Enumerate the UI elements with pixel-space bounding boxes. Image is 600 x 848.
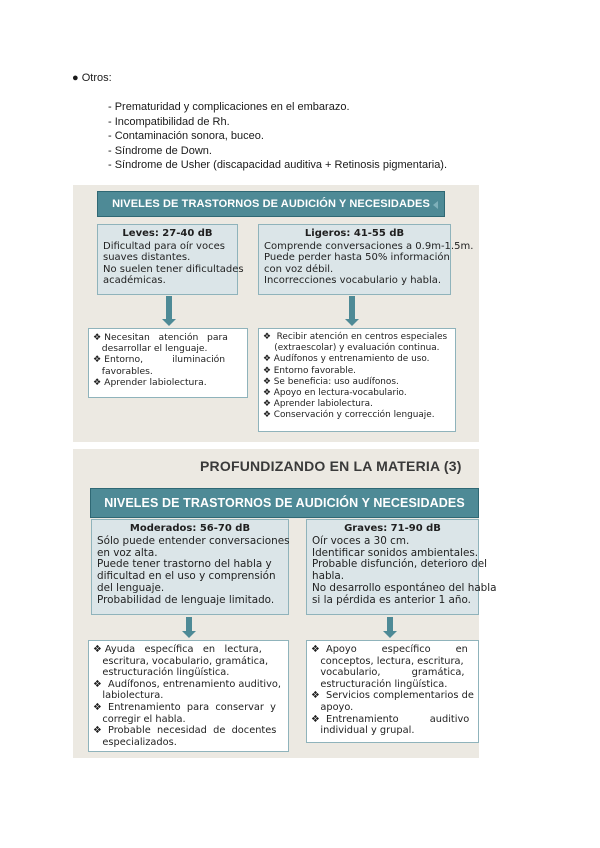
list-item: - Incompatibilidad de Rh. [108, 115, 230, 128]
ligeros-line: Comprende conversaciones a 0.9m-1.5m. [264, 240, 474, 252]
needs-line: ❖ Entrenamiento auditivo [311, 713, 470, 725]
needs-line: ❖ Entrenamiento para conservar y [93, 701, 276, 713]
ligeros-title: Ligeros: 41-55 dB [304, 228, 405, 239]
needs-line: especializados. [93, 736, 177, 748]
moderados-line: Probabilidad de lenguaje limitado. [97, 593, 275, 606]
graves-line: Oír voces a 30 cm. [312, 534, 410, 547]
figure2-banner [90, 488, 479, 518]
needs-line: ❖ Recibir atención en centros especiales [263, 332, 448, 342]
ligeros-line: con voz débil. [264, 263, 334, 275]
moderados-line: dificultad en el uso y comprensión [97, 570, 276, 583]
needs-line: ❖ Apoyo en lectura-vocabulario. [263, 388, 407, 399]
leves-line: Dificultad para oír voces [103, 240, 225, 252]
graves-title: Graves: 71-90 dB [344, 523, 441, 534]
arrow-down-icon [166, 296, 172, 320]
needs-line: ❖ Entorno favorable. [263, 365, 357, 376]
figure1-banner [97, 191, 445, 217]
needs-line: ❖ Se beneficia: uso audífonos. [263, 376, 399, 387]
leves-needs-box [88, 328, 248, 398]
needs-line: conceptos, lectura, escritura, [311, 655, 464, 667]
needs-line: ❖ Servicios complementarios de [311, 690, 474, 702]
leves-line: académicas. [103, 275, 166, 287]
list-item: - Síndrome de Usher (discapacidad auditiva + Retinosis pigmentaria). [108, 159, 448, 172]
needs-line: (extraescolar) y evaluación continua. [263, 343, 440, 354]
needs-line: ❖ Conservación y corrección lenguaje. [263, 410, 435, 421]
arrow-down-icon [186, 617, 192, 632]
needs-line: ❖ Probable necesidad de docentes [93, 725, 277, 737]
arrow-down-icon [349, 296, 355, 320]
leves-line: No suelen tener dificultades [103, 263, 244, 275]
triangle-icon [433, 201, 438, 209]
ligeros-line: Puede perder hasta 50% información [264, 252, 450, 264]
figure1-banner-text: NIVELES DE TRASTORNOS DE AUDICIÓN Y NECESIDADES [112, 198, 430, 210]
moderados-title: Moderados: 56-70 dB [129, 523, 251, 534]
needs-line: ❖ Entorno, iluminación [93, 354, 226, 366]
list-item: - Contaminación sonora, buceo. [108, 130, 264, 143]
graves-line: Identificar sonidos ambientales. [312, 546, 479, 559]
graves-line: si la pérdida es anterior 1 año. [312, 593, 471, 606]
needs-line: ❖ Aprender labiolectura. [263, 399, 373, 410]
leves-title: Leves: 27-40 dB [122, 228, 213, 239]
needs-line: ❖ Aprender labiolectura. [93, 376, 207, 388]
graves-line: No desarrollo espontáneo del habla [312, 581, 497, 594]
needs-line: escritura, vocabulario, gramática, [93, 655, 269, 667]
list-item: - Prematuridad y complicaciones en el embarazo. [108, 101, 350, 113]
leves-line: suaves distantes. [103, 252, 191, 264]
otros-heading: ● Otros: [72, 72, 112, 84]
needs-line: desarrollar el lenguaje. [93, 343, 208, 355]
section-title: PROFUNDIZANDO EN LA MATERIA (3) [200, 458, 462, 474]
needs-line: estructuración lingüística. [311, 678, 448, 690]
moderados-needs-box [88, 640, 289, 752]
moderados-line: Sólo puede entender conversaciones [97, 534, 290, 547]
moderados-box [91, 519, 289, 615]
needs-line: apoyo. [311, 701, 354, 713]
graves-line: habla. [312, 570, 345, 583]
moderados-line: del lenguaje. [97, 581, 165, 594]
needs-line: labiolectura. [93, 690, 164, 702]
needs-line: vocabulario, gramática, [311, 667, 465, 679]
graves-box [306, 519, 497, 615]
needs-line: favorables. [93, 365, 153, 377]
needs-line: estructuración lingüística. [93, 667, 230, 679]
needs-line: ❖ Audífonos, entrenamiento auditivo, [93, 678, 282, 690]
needs-line: ❖ Audífonos y entrenamiento de uso. [263, 354, 430, 365]
moderados-line: Puede tener trastorno del habla y [97, 558, 272, 571]
needs-line: corregir el habla. [93, 713, 186, 725]
figure2-banner-text: NIVELES DE TRASTORNOS DE AUDICIÓN Y NECESIDADES [104, 496, 465, 510]
needs-line: ❖ Ayuda específica en lectura, [93, 644, 262, 655]
needs-line: ❖ Apoyo específico en [311, 644, 468, 655]
needs-line: individual y grupal. [311, 725, 415, 737]
list-item: - Síndrome de Down. [108, 144, 212, 157]
leves-box [97, 224, 244, 295]
ligeros-box [258, 224, 474, 295]
moderados-line: en voz alta. [97, 546, 158, 559]
graves-line: Probable disfunción, deterioro del [312, 558, 488, 571]
otros-list [108, 100, 447, 173]
arrow-down-icon [387, 617, 393, 632]
ligeros-line: Incorrecciones vocabulario y habla. [264, 275, 442, 287]
needs-line: ❖ Necesitan atención para [93, 332, 228, 343]
ligeros-needs-box [258, 328, 456, 432]
graves-needs-box [306, 640, 479, 743]
